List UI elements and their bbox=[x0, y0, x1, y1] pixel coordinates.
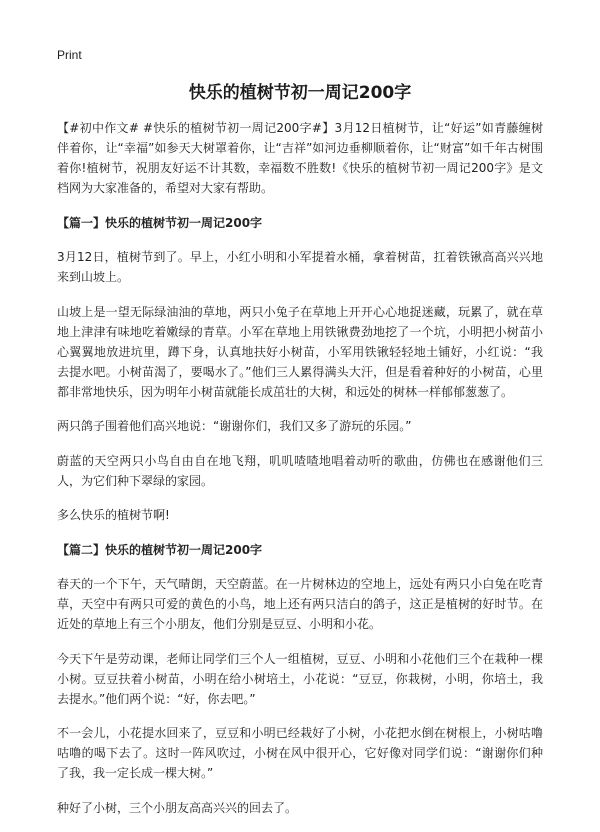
paragraph: 山坡上是一望无际绿油油的草地，两只小兔子在草地上开开心心地捉迷藏，玩累了，就在草地上津津有味地吃着嫩绿的青草。小军在草地上用铁锹费劲地挖了一个坑，小明把小树苗小心翼翼地放进坑里，蹲下身，认真地扶好小树苗，小军用铁锹轻轻地土铺好，小红说：“我去提水吧。小树苗渴了，要喝水了。”他们三人累得满头大汗，但是看着种好的小树苗，心里都非常地快乐，因为明年小树苗就能长成茁壮的大树，和远处的树林一样郁郁葱葱了。 bbox=[57, 304, 543, 399]
paragraph: 两只鸽子围着他们高兴地说：“谢谢你们，我们又多了游玩的乐园。” bbox=[57, 419, 412, 433]
intro-paragraph: 【#初中作文# #快乐的植树节初一周记200字#】3月12日植树节，让“好运”如青藤缠树伴着你，让“幸福”如参天大树罩着你，让“吉祥”如河边垂柳顺着你，让“财富”如千年古树围着你!植树节，祝朋友好运不计其数，幸福数不胜数!《快乐的植树节初一周记200字》是文档网为大家准备的，希望对大家有帮助。 bbox=[57, 121, 543, 195]
paragraph: 不一会儿，小花提水回来了，豆豆和小明已经栽好了小树，小花把水倒在树根上，小树咕噜咕噜的喝下去了。这时一阵风吹过，小树在风中很开心，它好像对同学们说：“谢谢你们种了我，我一定长成一棵大树。” bbox=[57, 726, 543, 780]
paragraph: 蔚蓝的天空两只小鸟自由自在地飞翔，叽叽喳喳地唱着动听的歌曲，仿佛也在感谢他们三人，为它们种下翠绿的家园。 bbox=[57, 453, 543, 488]
paragraph: 3月12日，植树节到了。早上，小红小明和小军提着水桶，拿着树苗，扛着铁锹高高兴兴地来到山坡上。 bbox=[57, 250, 543, 284]
paragraph: 种好了小树，三个小朋友高高兴兴的回去了。 bbox=[57, 800, 298, 815]
section-two bbox=[57, 540, 543, 818]
section-heading: 【篇一】快乐的植树节初一周记200字 bbox=[57, 215, 263, 230]
section-one bbox=[57, 213, 543, 526]
paragraph: 多么快乐的植树节啊! bbox=[57, 508, 170, 522]
section-heading: 【篇二】快乐的植树节初一周记200字 bbox=[57, 542, 263, 557]
article-body bbox=[57, 118, 543, 832]
paragraph: 春天的一个下午，天气晴朗，天空蔚蓝。在一片树林边的空地上，远处有两只小白兔在吃青草，天空中有两只可爱的黄色的小鸟，地上还有两只洁白的鸽子，这正是植树的好时节。在近处的草地上有三个小朋友，他们分别是豆豆、小明和小花。 bbox=[57, 577, 543, 631]
paragraph: 今天下午是劳动课，老师让同学们三个人一组植树，豆豆、小明和小花他们三个在栽种一棵小树。豆豆扶着小树苗，小明在给小树培土，小花说：“豆豆，你栽树，小明，你培土，我去提水。”他们两个说：“好，你去吧。” bbox=[57, 651, 543, 706]
page-title: 快乐的植树节初一周记200字 bbox=[188, 83, 412, 103]
print-link[interactable]: Print bbox=[57, 48, 82, 62]
